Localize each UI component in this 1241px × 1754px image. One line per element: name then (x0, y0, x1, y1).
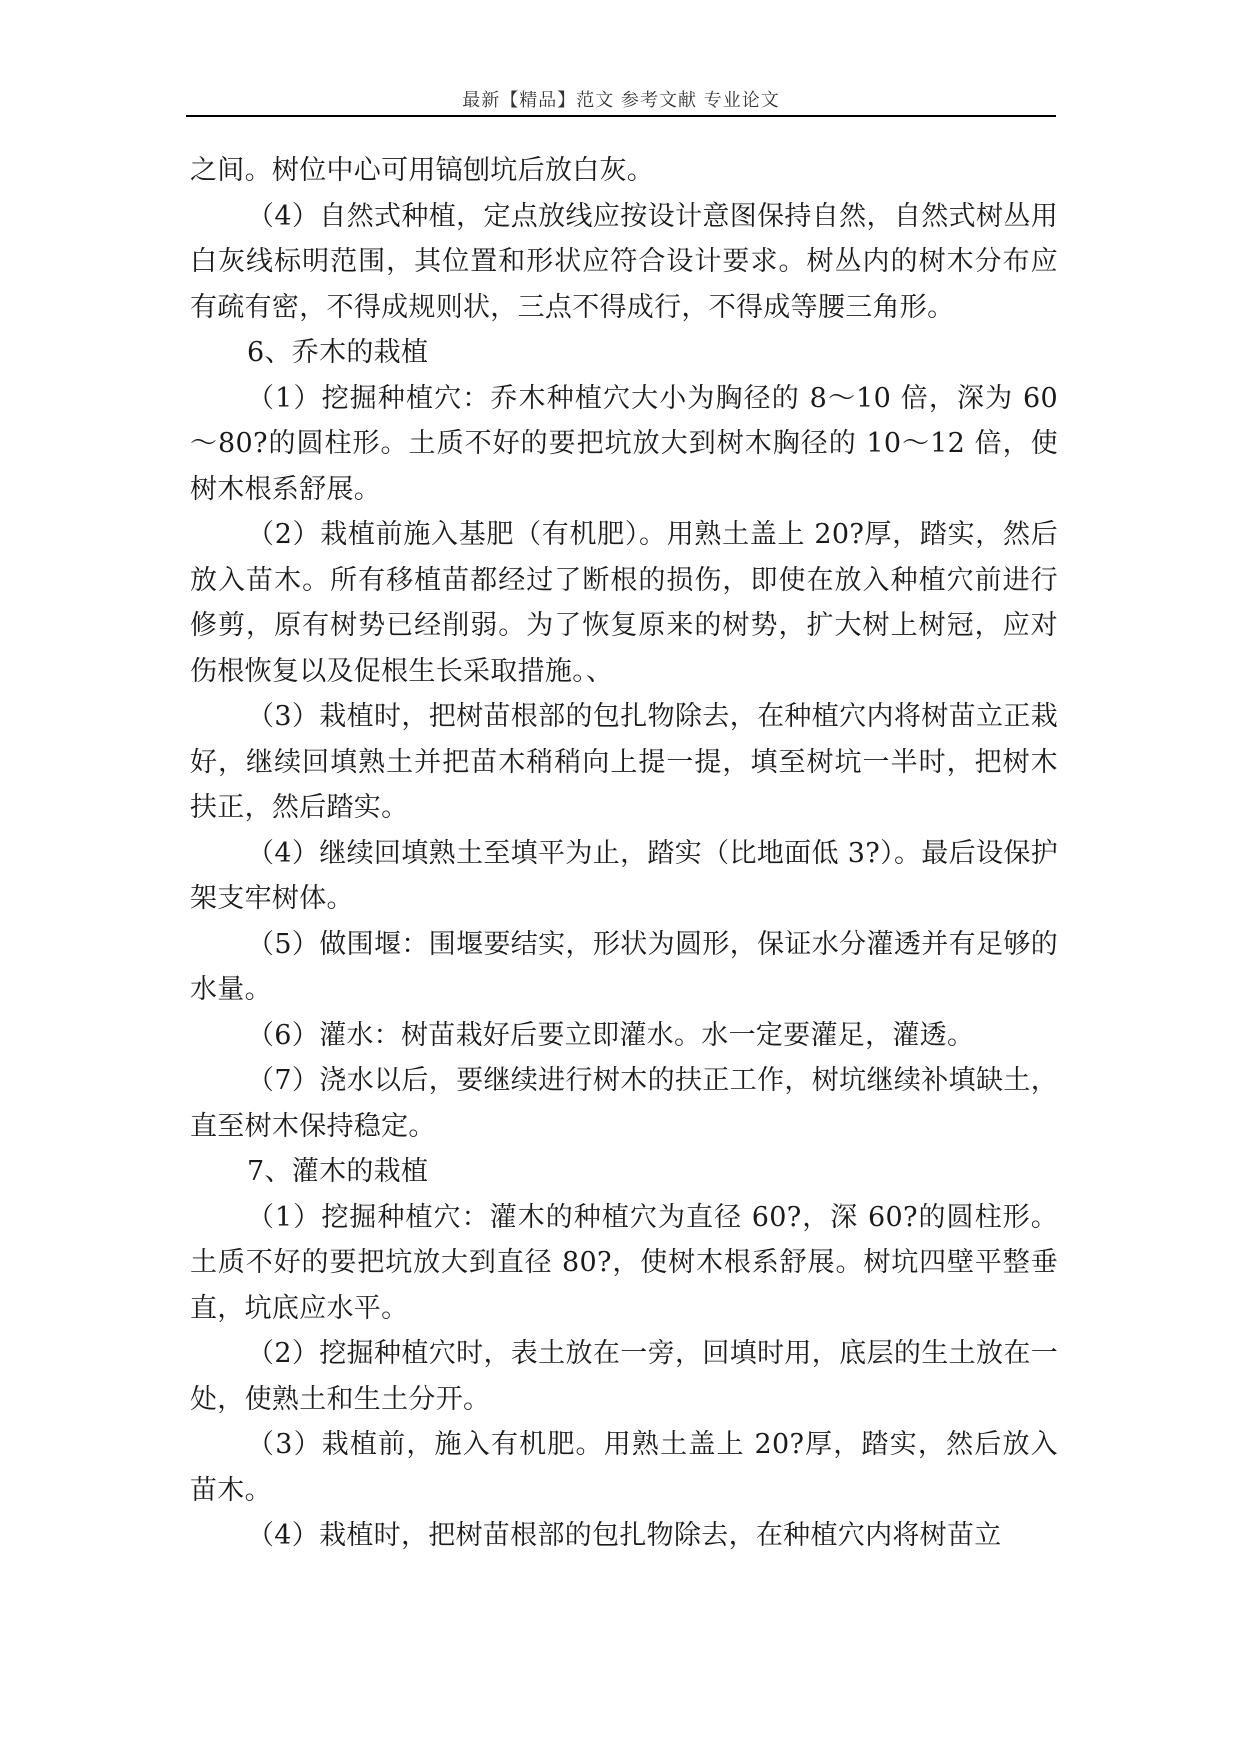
paragraph-continuation: 之间。树位中心可用镐刨坑后放白灰。 (190, 155, 655, 186)
paragraph-shrub-step-1: （1）挖掘种植穴：灌木的种植穴为直径 60?，深 60?的圆柱形。土质不好的要把坑放大到直径 80?，使树木根系舒展。树坑四壁平整垂直，坑底应水平。 (190, 1201, 1058, 1324)
paragraph-tree-step-1: （1）挖掘种植穴：乔木种植穴大小为胸径的 8～10 倍，深为 60～80?的圆柱形。土质不好的要把坑放大到树木胸径的 10～12 倍，使树木根系舒展。 (190, 382, 1058, 505)
paragraph-natural-planting: （4）自然式种植，定点放线应按设计意图保持自然，自然式树丛用白灰线标明范围，其位置和形状应符合设计要求。树丛内的树木分布应有疏有密，不得成规则状，三点不得成行，不得成等腰三角形。 (190, 200, 1058, 323)
paragraph-shrub-step-4: （4）栽植时，把树苗根部的包扎物除去，在种植穴内将树苗立 (247, 1520, 1002, 1551)
paragraph-tree-step-3: （3）栽植时，把树苗根部的包扎物除去，在种植穴内将树苗立正栽好，继续回填熟土并把苗木稍稍向上提一提，填至树坑一半时，把树木扶正，然后踏实。 (190, 701, 1058, 823)
paragraph-tree-step-2: （2）栽植前施入基肥（有机肥）。用熟土盖上 20?厚，踏实，然后放入苗木。所有移植苗都经过了断根的损伤，即使在放入种植穴前进行修剪，原有树势已经削弱。为了恢复原来的树势，扩大树上树冠，应对伤根恢复以及促根生长采取措施。、 (190, 519, 1058, 687)
paragraph-shrub-step-2: （2）挖掘种植穴时，表土放在一旁，回填时用，底层的生土放在一处，使熟土和生土分开。 (190, 1338, 1058, 1415)
section-heading-tree-planting: 6、乔木的栽植 (247, 337, 429, 368)
header-divider (186, 115, 1056, 117)
section-heading-shrub-planting: 7、灌木的栽植 (247, 1156, 429, 1187)
paragraph-tree-step-4: （4）继续回填熟土至填平为止，踏实（比地面低 3?）。最后设保护架支牢树体。 (190, 837, 1058, 914)
document-body (190, 148, 1058, 1559)
paragraph-tree-step-5: （5）做围堰：围堰要结实，形状为圆形，保证水分灌透并有足够的水量。 (190, 928, 1058, 1005)
page-header: 最新【精品】范文 参考文献 专业论文 (462, 90, 780, 111)
paragraph-shrub-step-3: （3）栽植前，施入有机肥。用熟土盖上 20?厚，踏实，然后放入苗木。 (190, 1429, 1058, 1506)
paragraph-tree-step-7: （7）浇水以后，要继续进行树木的扶正工作，树坑继续补填缺土，直至树木保持稳定。 (190, 1065, 1058, 1142)
paragraph-tree-step-6: （6）灌水：树苗栽好后要立即灌水。水一定要灌足，灌透。 (247, 1019, 975, 1051)
